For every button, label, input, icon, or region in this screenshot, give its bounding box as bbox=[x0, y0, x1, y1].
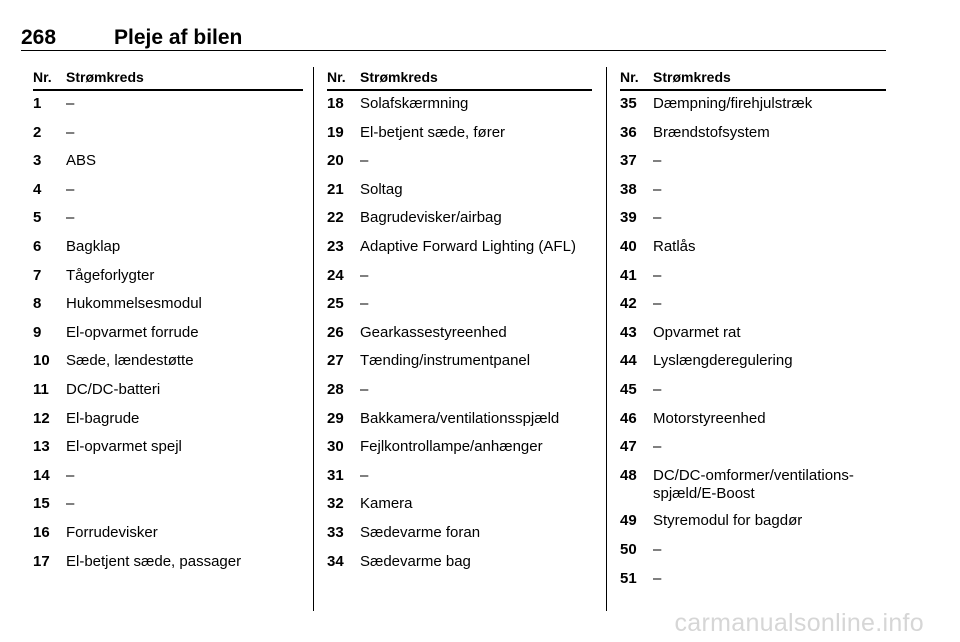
circuit-label: – bbox=[66, 466, 75, 484]
fuse-number: 20 bbox=[327, 152, 344, 170]
circuit-label: Tænding/instrumentpanel bbox=[360, 352, 531, 370]
fuse-number: 3 bbox=[33, 152, 42, 170]
column-header-rule bbox=[33, 89, 303, 91]
fuse-number: 34 bbox=[327, 552, 344, 570]
fuse-number: 5 bbox=[33, 209, 42, 227]
fuse-number: 11 bbox=[33, 381, 49, 398]
fuse-number: 51 bbox=[620, 569, 637, 587]
circuit-label: Hukommelsesmodul bbox=[66, 295, 202, 313]
circuit-label: Dæmpning/firehjulstræk bbox=[653, 95, 813, 112]
fuse-number: 40 bbox=[620, 238, 637, 255]
fuse-number: 30 bbox=[327, 438, 344, 456]
circuit-label: El-bagrude bbox=[66, 409, 140, 427]
fuse-number: 6 bbox=[33, 238, 42, 255]
fuse-number: 2 bbox=[33, 123, 42, 141]
circuit-label: – bbox=[360, 381, 369, 398]
circuit-label: Bagrudevisker/airbag bbox=[360, 209, 502, 227]
circuit-label: Motorstyreenhed bbox=[653, 409, 766, 427]
fuse-number: 26 bbox=[327, 323, 344, 341]
circuit-label: Adaptive Forward Lighting (AFL) bbox=[360, 238, 576, 255]
circuit-label: Tågeforlygter bbox=[66, 266, 155, 284]
fuse-number: 4 bbox=[33, 180, 42, 198]
fuse-table-column-1 bbox=[33, 67, 303, 581]
fuse-number: 15 bbox=[33, 495, 50, 513]
circuit-label: – bbox=[66, 123, 75, 141]
header-nr: Nr. bbox=[327, 69, 346, 85]
fuse-number: 44 bbox=[620, 352, 637, 370]
circuit-label: – bbox=[66, 495, 75, 513]
page-header bbox=[21, 26, 886, 52]
circuit-label: Styremodul for bagdør bbox=[653, 512, 803, 530]
fuse-number: 21 bbox=[327, 180, 344, 198]
fuse-number: 32 bbox=[327, 495, 344, 513]
column-header bbox=[33, 67, 303, 89]
circuit-label: Solafskærmning bbox=[360, 95, 469, 112]
watermark: carmanualsonline.info bbox=[674, 609, 924, 637]
fuse-number: 49 bbox=[620, 512, 637, 530]
circuit-label: Kamera bbox=[360, 495, 413, 513]
circuit-label: Fejlkontrollampe/anhænger bbox=[360, 438, 543, 456]
column-header bbox=[620, 67, 890, 89]
circuit-label: – bbox=[653, 209, 662, 227]
fuse-number: 13 bbox=[33, 438, 50, 456]
fuse-number: 50 bbox=[620, 541, 637, 558]
fuse-number: 22 bbox=[327, 209, 344, 227]
fuse-number: 43 bbox=[620, 323, 637, 341]
fuse-number: 8 bbox=[33, 295, 42, 313]
circuit-label: Sædevarme bag bbox=[360, 552, 471, 570]
fuse-number: 46 bbox=[620, 409, 637, 427]
header-nr: Nr. bbox=[33, 69, 52, 85]
page-number: 268 bbox=[21, 26, 57, 49]
fuse-table-column-3 bbox=[620, 67, 890, 598]
circuit-label: – bbox=[653, 381, 662, 398]
fuse-number: 17 bbox=[33, 552, 50, 570]
fuse-number: 48 bbox=[620, 466, 637, 484]
circuit-label: Opvarmet rat bbox=[653, 323, 741, 341]
fuse-number: 36 bbox=[620, 123, 637, 141]
circuit-label: DC/DC-omformer/ventilations- bbox=[653, 466, 854, 484]
fuse-number: 7 bbox=[33, 266, 42, 284]
circuit-label: – bbox=[66, 95, 75, 112]
fuse-number: 1 bbox=[33, 95, 42, 112]
circuit-label: – bbox=[653, 438, 662, 456]
fuse-number: 47 bbox=[620, 438, 637, 456]
fuse-number: 41 bbox=[620, 266, 637, 284]
fuse-number: 10 bbox=[33, 352, 50, 370]
circuit-label: – bbox=[66, 180, 75, 198]
fuse-number: 12 bbox=[33, 409, 50, 427]
circuit-label: Gearkassestyreenhed bbox=[360, 323, 507, 341]
fuse-number: 42 bbox=[620, 295, 637, 313]
circuit-label: Forrudevisker bbox=[66, 524, 158, 541]
circuit-label: – bbox=[360, 266, 369, 284]
fuse-number: 23 bbox=[327, 238, 344, 255]
circuit-label: – bbox=[653, 152, 662, 170]
circuit-label: – bbox=[653, 266, 662, 284]
circuit-label-continued: spjæld/E-Boost bbox=[653, 484, 755, 502]
circuit-label: Bakkamera/ventilationsspjæld bbox=[360, 409, 560, 427]
circuit-label: – bbox=[653, 295, 662, 313]
circuit-label: El-opvarmet forrude bbox=[66, 323, 199, 341]
column-divider bbox=[313, 67, 314, 611]
fuse-number: 14 bbox=[33, 466, 50, 484]
fuse-number: 31 bbox=[327, 466, 344, 484]
page-title: Pleje af bilen bbox=[114, 26, 243, 49]
header-rule bbox=[21, 50, 886, 51]
fuse-number: 18 bbox=[327, 95, 344, 112]
column-header bbox=[327, 67, 597, 89]
fuse-number: 45 bbox=[620, 381, 637, 398]
header-circuit: Strømkreds bbox=[653, 69, 731, 85]
circuit-label: El-betjent sæde, fører bbox=[360, 123, 506, 141]
fuse-number: 39 bbox=[620, 209, 637, 227]
header-circuit: Strømkreds bbox=[360, 69, 438, 85]
circuit-label: – bbox=[653, 541, 662, 558]
circuit-label: Ratlås bbox=[653, 238, 696, 255]
fuse-number: 9 bbox=[33, 323, 42, 341]
circuit-label: El-betjent sæde, passager bbox=[66, 552, 242, 570]
circuit-label: – bbox=[360, 466, 369, 484]
fuse-number: 19 bbox=[327, 123, 344, 141]
fuse-number: 38 bbox=[620, 180, 637, 198]
circuit-label: Brændstofsystem bbox=[653, 123, 770, 141]
circuit-label: – bbox=[360, 295, 369, 313]
circuit-label: – bbox=[653, 569, 662, 587]
circuit-label: – bbox=[360, 152, 369, 170]
circuit-label: Sædevarme foran bbox=[360, 524, 481, 541]
fuse-number: 29 bbox=[327, 409, 344, 427]
circuit-label: – bbox=[653, 180, 662, 198]
fuse-number: 33 bbox=[327, 524, 344, 541]
fuse-number: 16 bbox=[33, 524, 50, 541]
circuit-label: Bagklap bbox=[66, 238, 121, 255]
circuit-label: Sæde, lændestøtte bbox=[66, 352, 194, 370]
fuse-number: 28 bbox=[327, 381, 344, 398]
circuit-label: ABS bbox=[66, 152, 97, 170]
fuse-number: 37 bbox=[620, 152, 637, 170]
column-header-rule bbox=[620, 89, 886, 91]
circuit-label: Soltag bbox=[360, 180, 403, 198]
circuit-label: Lyslængderegulering bbox=[653, 352, 793, 370]
header-nr: Nr. bbox=[620, 69, 639, 85]
circuit-label: El-opvarmet spejl bbox=[66, 438, 182, 456]
column-divider bbox=[606, 67, 607, 611]
fuse-number: 25 bbox=[327, 295, 344, 313]
circuit-label: – bbox=[66, 209, 75, 227]
fuse-number: 24 bbox=[327, 266, 344, 284]
fuse-number: 35 bbox=[620, 95, 637, 112]
circuit-label: DC/DC-batteri bbox=[66, 381, 161, 398]
header-circuit: Strømkreds bbox=[66, 69, 144, 85]
column-header-rule bbox=[327, 89, 592, 91]
fuse-table-column-2 bbox=[327, 67, 597, 581]
fuse-number: 27 bbox=[327, 352, 344, 370]
